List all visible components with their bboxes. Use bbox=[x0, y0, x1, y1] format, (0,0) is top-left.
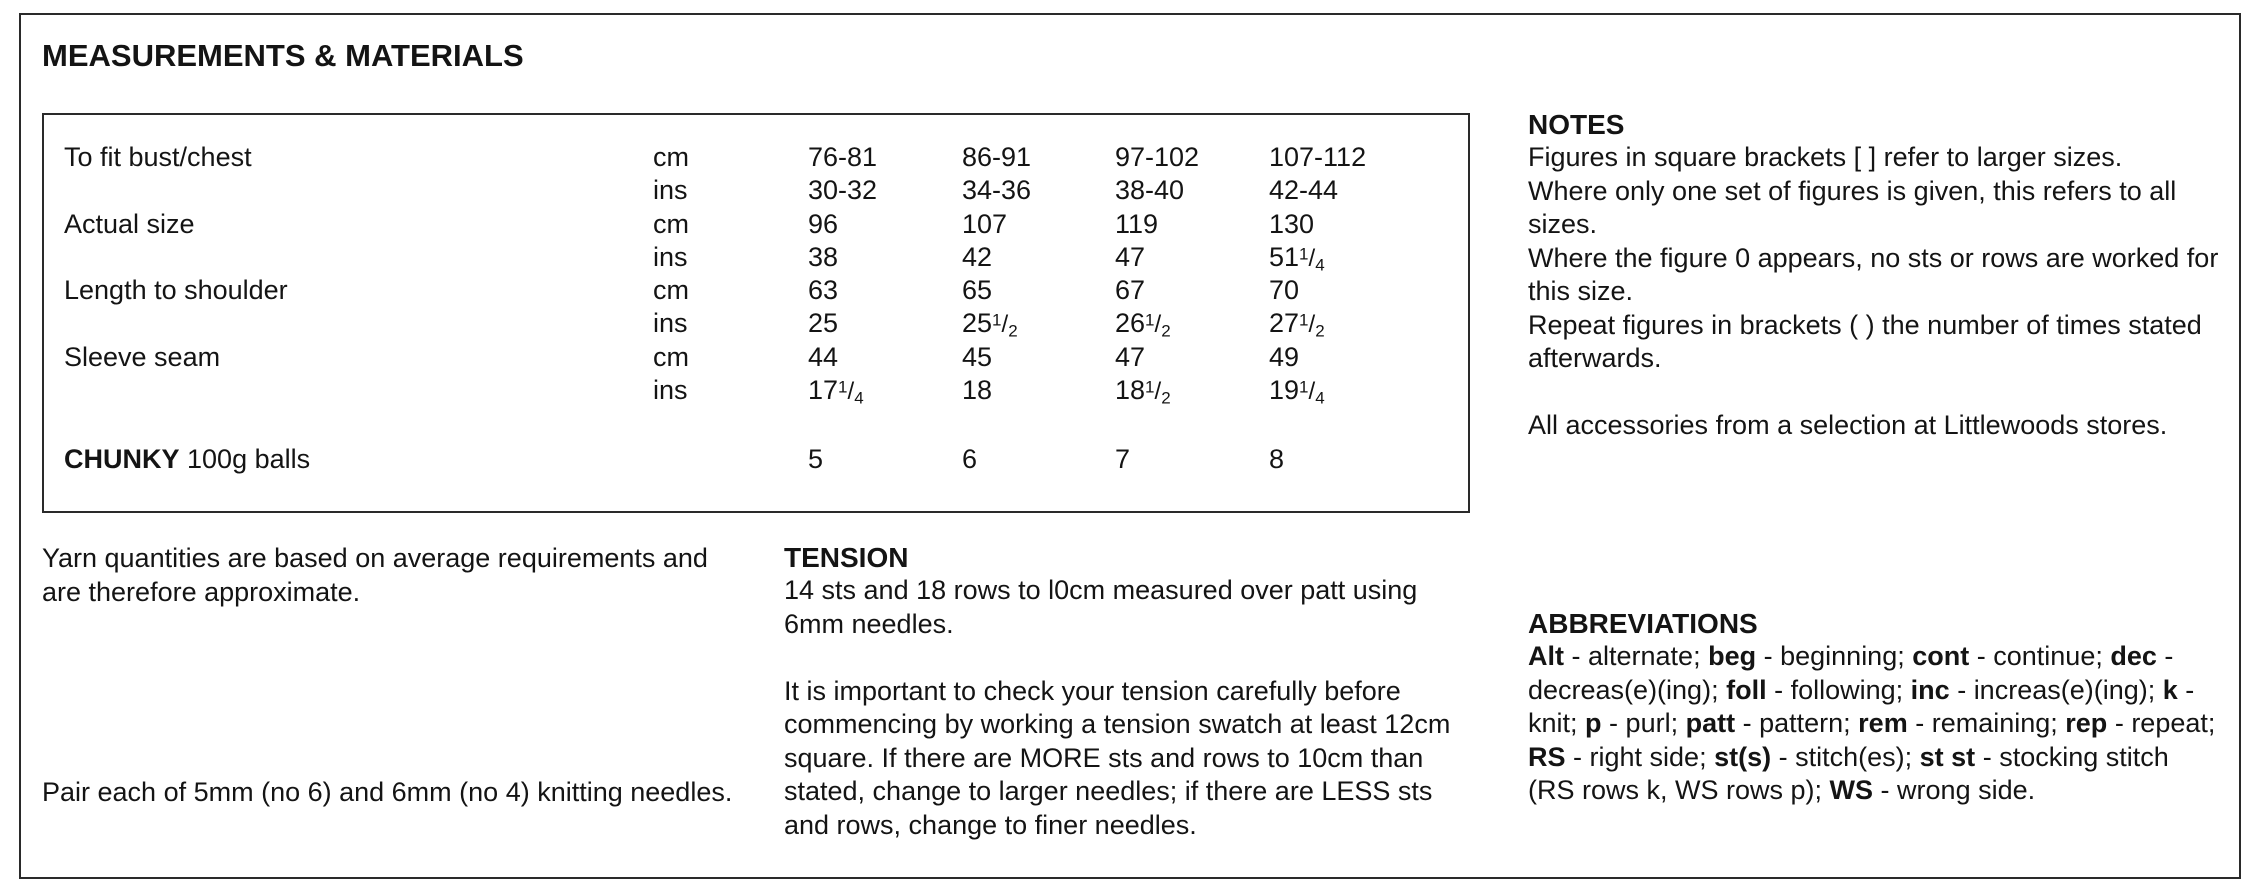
table-cell: $25^1/_2$ bbox=[962, 308, 1018, 341]
abbreviations-list: Alt - alternate; beg - beginning; cont - continue; dec - decreas(e)(ing); foll - following; inc - increas(e)(ing); k - knit; p - purl; patt - pattern; rem - remaining; rep - repeat; RS - right side; st(s) - stitch(es); st st - stocking stitch (RS rows k, WS rows p); WS - wrong side. bbox=[1528, 641, 2216, 805]
table-cell: 38-40 bbox=[1115, 175, 1185, 205]
notes-section bbox=[1528, 108, 2220, 443]
abbreviation-term: inc bbox=[1910, 674, 1950, 705]
yarn-ball-count: 7 bbox=[1115, 444, 1131, 474]
abbreviation-term: Alt bbox=[1528, 641, 1564, 671]
table-cell: 107 bbox=[962, 209, 1008, 239]
table-cell: 76-81 bbox=[808, 142, 878, 172]
abbreviation-meaning: beginning bbox=[1780, 641, 1898, 671]
abbreviation-meaning: decreas(e)(ing) bbox=[1528, 674, 1712, 705]
fraction-mark: $^1/_2$ bbox=[1145, 377, 1171, 408]
abbreviation-term: rem bbox=[1858, 708, 1908, 738]
table-cell: 130 bbox=[1269, 209, 1315, 239]
abbreviation-meaning: remaining bbox=[1931, 708, 2051, 738]
notes-accessories: All accessories from a selection at Littlewoods stores. bbox=[1528, 410, 2168, 440]
page-title: MEASUREMENTS & MATERIALS bbox=[42, 38, 524, 73]
table-unit: cm bbox=[653, 275, 689, 305]
abbreviation-meaning: continue bbox=[1993, 641, 2096, 671]
table-cell: $19^1/_4$ bbox=[1269, 375, 1325, 408]
abbreviation-term: WS bbox=[1829, 775, 1874, 805]
table-row-label: Actual size bbox=[64, 209, 195, 239]
notes-line: Figures in square brackets [ ] refer to larger sizes. bbox=[1528, 142, 2123, 172]
abbreviation-term: dec bbox=[2110, 641, 2157, 671]
table-cell: 38 bbox=[808, 242, 839, 272]
fraction-mark: $^1/_4$ bbox=[1299, 377, 1325, 408]
abbreviation-meaning: alternate bbox=[1588, 641, 1694, 671]
yarn-ball-count: 8 bbox=[1269, 444, 1285, 474]
table-cell: 25 bbox=[808, 308, 839, 338]
tension-advice: It is important to check your tension carefully before commencing by working a tension swatch at least 12cm square. If there are MORE sts and rows to 10cm than stated, change to larger needles; if there are LESS sts and rows, change to finer needles. bbox=[784, 675, 1451, 840]
abbreviation-term: st st bbox=[1919, 741, 1976, 772]
table-cell: 70 bbox=[1269, 275, 1300, 305]
abbreviation-meaning: knit bbox=[1528, 708, 1571, 738]
abbreviation-meaning: increas(e)(ing) bbox=[1973, 674, 2148, 705]
table-cell: 42-44 bbox=[1269, 175, 1339, 205]
abbreviation-meaning: purl bbox=[1625, 708, 1671, 738]
notes-line: Where only one set of figures is given, this refers to all sizes. bbox=[1528, 175, 2177, 239]
table-cell: 65 bbox=[962, 275, 993, 305]
abbreviation-meaning: right side bbox=[1589, 741, 1700, 772]
notes-line: Where the figure 0 appears, no sts or rows are worked for this size. bbox=[1528, 242, 2219, 306]
abbreviation-term: RS bbox=[1528, 741, 1566, 772]
abbreviations-section bbox=[1528, 607, 2220, 808]
abbreviation-meaning: stitch(es) bbox=[1795, 741, 1905, 772]
table-unit: ins bbox=[653, 242, 688, 272]
abbreviation-meaning: stocking stitch (RS rows k, WS rows p) bbox=[1528, 741, 2169, 805]
table-cell: 97-102 bbox=[1115, 142, 1200, 172]
table-unit: ins bbox=[653, 308, 688, 338]
table-cell: 107-112 bbox=[1269, 142, 1367, 172]
yarn-ball-count: 5 bbox=[808, 444, 824, 474]
table-unit: cm bbox=[653, 209, 689, 239]
table-cell: 96 bbox=[808, 209, 839, 239]
notes-line: Repeat figures in brackets ( ) the number of times stated afterwards. bbox=[1528, 309, 2202, 373]
abbreviation-meaning: pattern bbox=[1759, 708, 1844, 738]
table-cell: $17^1/_4$ bbox=[808, 375, 864, 408]
tension-paragraph: 14 sts and 18 rows to l0cm measured over patt using 6mm needles. bbox=[784, 575, 1418, 639]
fraction-mark: $^1/_2$ bbox=[1299, 310, 1325, 341]
fraction-mark: $^1/_4$ bbox=[838, 377, 864, 408]
table-cell: 67 bbox=[1115, 275, 1146, 305]
table-cell: 119 bbox=[1115, 209, 1159, 239]
fraction-mark: $^1/_2$ bbox=[992, 310, 1018, 341]
table-unit: ins bbox=[653, 375, 688, 405]
table-cell: 49 bbox=[1269, 342, 1300, 372]
abbreviation-term: rep bbox=[2065, 708, 2108, 738]
abbreviation-term: p bbox=[1585, 708, 1602, 738]
abbreviation-term: st(s) bbox=[1714, 741, 1772, 772]
abbreviation-meaning: repeat bbox=[2131, 708, 2208, 738]
tension-heading: TENSION bbox=[784, 542, 909, 573]
fraction-mark: $^1/_2$ bbox=[1145, 310, 1171, 341]
needles-note: Pair each of 5mm (no 6) and 6mm (no 4) knitting needles. bbox=[42, 777, 733, 807]
fraction-mark: $^1/_4$ bbox=[1299, 244, 1325, 275]
table-cell: 34-36 bbox=[962, 175, 1032, 205]
abbreviations-heading: ABBREVIATIONS bbox=[1528, 608, 1758, 639]
table-cell: $26^1/_2$ bbox=[1115, 308, 1171, 341]
abbreviation-term: patt bbox=[1685, 708, 1736, 738]
table-unit: cm bbox=[653, 342, 689, 372]
table-cell: 30-32 bbox=[808, 175, 878, 205]
table-row-label: Length to shoulder bbox=[64, 275, 288, 305]
table-cell: $27^1/_2$ bbox=[1269, 308, 1325, 341]
abbreviation-term: foll bbox=[1726, 674, 1767, 705]
table-cell: 47 bbox=[1115, 242, 1146, 272]
table-unit: ins bbox=[653, 175, 688, 205]
table-row-label: To fit bust/chest bbox=[64, 142, 252, 172]
table-cell: 86-91 bbox=[962, 142, 1032, 172]
table-cell: $18^1/_2$ bbox=[1115, 375, 1171, 408]
table-cell: 47 bbox=[1115, 342, 1146, 372]
table-row-label: Sleeve seam bbox=[64, 342, 221, 372]
table-cell: 44 bbox=[808, 342, 839, 372]
notes-heading: NOTES bbox=[1528, 109, 1625, 140]
yarn-row-label: CHUNKY 100g balls bbox=[64, 444, 311, 474]
table-cell: 45 bbox=[962, 342, 993, 372]
table-cell: 63 bbox=[808, 275, 839, 305]
table-cell: $51^1/_4$ bbox=[1269, 242, 1325, 275]
abbreviation-term: cont bbox=[1912, 641, 1970, 671]
abbreviation-meaning: following bbox=[1790, 674, 1896, 705]
table-unit: cm bbox=[653, 142, 689, 172]
table-cell: 42 bbox=[962, 242, 993, 272]
yarn-note: Yarn quantities are based on average requirements and are therefore approximate. bbox=[42, 543, 708, 607]
abbreviation-term: beg bbox=[1708, 641, 1757, 671]
yarn-ball-count: 6 bbox=[962, 444, 978, 474]
abbreviation-term: k bbox=[2162, 674, 2178, 705]
tension-section bbox=[784, 541, 1484, 842]
table-cell: 18 bbox=[962, 375, 993, 405]
abbreviation-meaning: wrong side bbox=[1897, 775, 2028, 805]
